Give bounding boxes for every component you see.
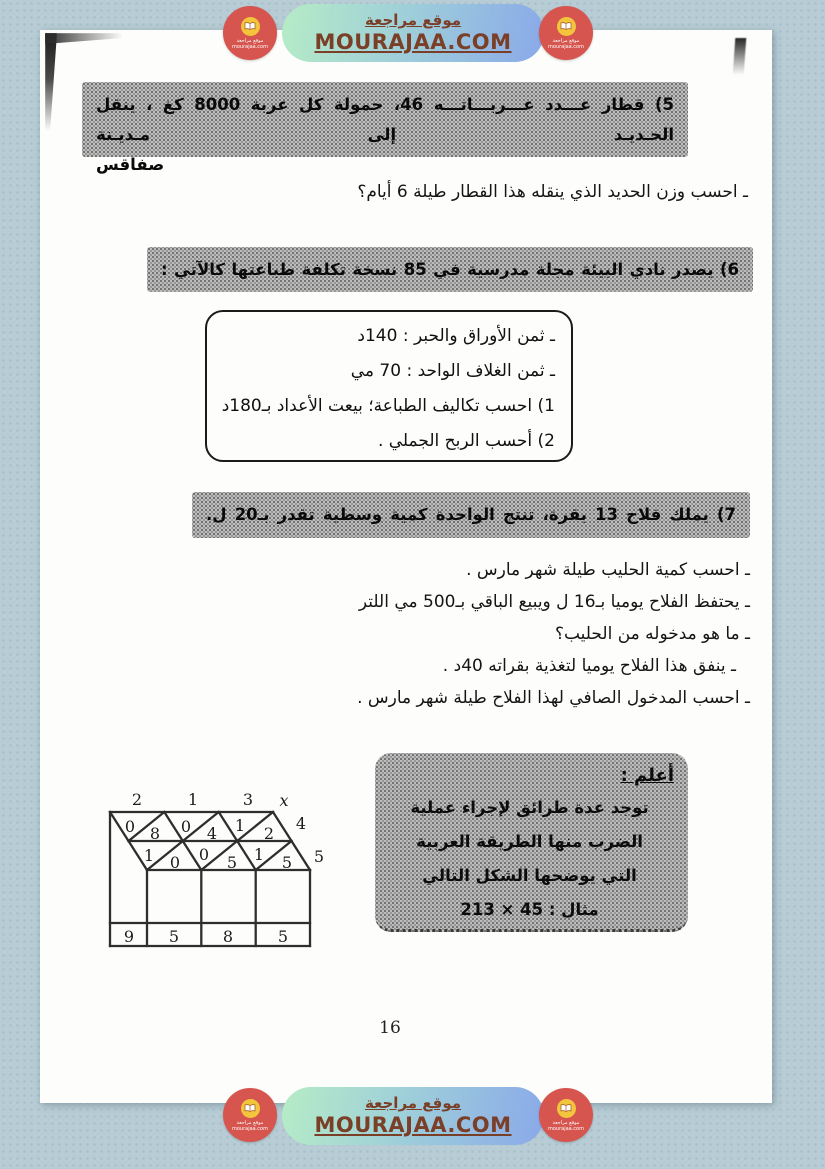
- lattice-result-digit: 8: [222, 927, 234, 946]
- bullet-line: ـ احسب كمية الحليب طيلة شهر مارس .: [466, 560, 750, 580]
- book-icon: [241, 1099, 260, 1118]
- problem6-details-box: [205, 310, 573, 462]
- lattice-result-digit: 5: [277, 927, 289, 946]
- site-link-pill[interactable]: [282, 4, 544, 62]
- badge-caption-domain: mourajaa.com: [547, 1125, 584, 1132]
- lattice-top-digit: 3: [242, 790, 254, 809]
- book-icon: [241, 17, 260, 36]
- site-name-arabic: موقع مراجعة: [364, 11, 462, 29]
- lattice-cell-digit: 5: [226, 853, 238, 872]
- lattice-cell-digit: 0: [198, 845, 210, 864]
- note-title: أعلم :: [620, 765, 674, 786]
- problem6-heading-line: 6) يصدر نادي البيئة مجلة مدرسية في 85 نسخة تكلفة طباعتها كالآتي :: [161, 260, 739, 279]
- problem5-heading-box: [82, 82, 688, 174]
- problem6-heading-box: [147, 247, 753, 292]
- site-logo-badge: [539, 1088, 593, 1142]
- lattice-side-digit: 5: [313, 847, 325, 866]
- lattice-cell-digit: 0: [169, 853, 181, 872]
- problem5-heading-line2: صفاقس: [96, 155, 165, 174]
- badge-caption-domain: mourajaa.com: [547, 43, 584, 50]
- badge-caption-arabic: موقع مراجعة: [552, 37, 580, 44]
- site-logo-badge: [223, 6, 277, 60]
- problem5-question: ـ احسب وزن الحديد الذي ينقله هذا القطار طيلة 6 أيام؟: [357, 182, 748, 202]
- lattice-cell-digits: [125, 816, 292, 872]
- badge-caption-domain: mourajaa.com: [231, 43, 268, 50]
- bullet-line: ـ ما هو مدخوله من الحليب؟: [554, 624, 750, 644]
- book-icon: [557, 1099, 576, 1118]
- badge-caption-arabic: موقع مراجعة: [236, 1119, 264, 1126]
- lattice-cell-digit: 1: [253, 845, 265, 864]
- note-example-label: مثال :: [548, 900, 599, 919]
- problem7-heading-box: [192, 492, 750, 538]
- lattice-times-sign: x: [279, 791, 289, 810]
- lattice-top-digit: 1: [187, 790, 199, 809]
- site-logo-badge: [539, 6, 593, 60]
- bullet-line: ـ يحتفظ الفلاح يوميا بـ16 ل ويبيع الباقي بـ500 مي اللتر: [358, 592, 750, 612]
- bullet-line: ـ ينفق هذا الفلاح يوميا لتغذية بقراته 40د .: [442, 656, 736, 676]
- note-line: التي يوضحها الشكل التالي: [422, 866, 637, 885]
- lattice-result-digit: 5: [168, 927, 180, 946]
- badge-caption-arabic: موقع مراجعة: [236, 37, 264, 44]
- lattice-result-digits: [124, 927, 288, 946]
- lattice-cell-digit: 4: [206, 824, 218, 843]
- lattice-top-digit: 2: [131, 790, 143, 809]
- book-icon: [557, 17, 576, 36]
- lattice-result-digit: 9: [123, 927, 135, 946]
- site-name-arabic: موقع مراجعة: [364, 1094, 462, 1112]
- note-example: [385, 893, 674, 927]
- lattice-cell-digit: 5: [281, 853, 293, 872]
- note-line: توجد عدة طرائق لإجراء عملية: [410, 798, 649, 817]
- note-example-expression: 213 × 45: [460, 900, 544, 919]
- lattice-cell-digit: 1: [234, 816, 246, 835]
- badge-caption-domain: mourajaa.com: [231, 1125, 268, 1132]
- details-line: 2) أحسب الربح الجملي .: [377, 431, 555, 451]
- lattice-side-digit: 4: [295, 814, 307, 833]
- details-line: ـ ثمن الأوراق والحبر : 140د: [357, 326, 555, 346]
- details-line: 1) احسب تكاليف الطباعة؛ بيعت الأعداد بـ180د: [221, 396, 555, 416]
- problem5-heading-line1: 5) قطار عـــدد عـــربـــاتـــه 46، حمولة كل عربة 8000 كغ ، ينقل الحـديـد إلى مـديـنة: [96, 95, 674, 144]
- lattice-cell-digit: 2: [263, 824, 275, 843]
- details-line: ـ ثمن الغلاف الواحد : 70 مي: [350, 361, 555, 381]
- document-page: [40, 30, 772, 1103]
- lattice-side-digits: [296, 814, 324, 866]
- scan-artifact-top-left-vertical: [45, 33, 57, 135]
- note-line: الضرب منها الطريقة العربية: [416, 832, 643, 851]
- lattice-cell-digit: 8: [149, 824, 161, 843]
- scan-artifact-top-left-horizontal: [45, 33, 123, 44]
- site-domain: MOURAJAA.COM: [314, 1113, 512, 1137]
- problem7-heading-line: 7) يملك فلاح 13 بقرة، تنتج الواحدة كمية وسطية تقدر بـ20 ل.: [206, 505, 736, 524]
- problem7-questions: [95, 554, 750, 714]
- site-link-pill[interactable]: [282, 1087, 544, 1145]
- lattice-cell-digit: 1: [143, 846, 155, 865]
- lattice-cell-digit: 0: [124, 817, 136, 836]
- page-number: 16: [379, 1018, 401, 1038]
- lattice-cell-digit: 0: [180, 817, 192, 836]
- badge-caption-arabic: موقع مراجعة: [552, 1119, 580, 1126]
- site-domain: MOURAJAA.COM: [314, 30, 512, 54]
- note-box: [375, 753, 688, 932]
- lattice-top-digits: [132, 790, 289, 810]
- lattice-multiplication-figure: [85, 778, 385, 953]
- scan-artifact-top-right: [733, 38, 747, 75]
- bullet-line: ـ احسب المدخول الصافي لهذا الفلاح طيلة شهر مارس .: [357, 688, 750, 708]
- site-logo-badge: [223, 1088, 277, 1142]
